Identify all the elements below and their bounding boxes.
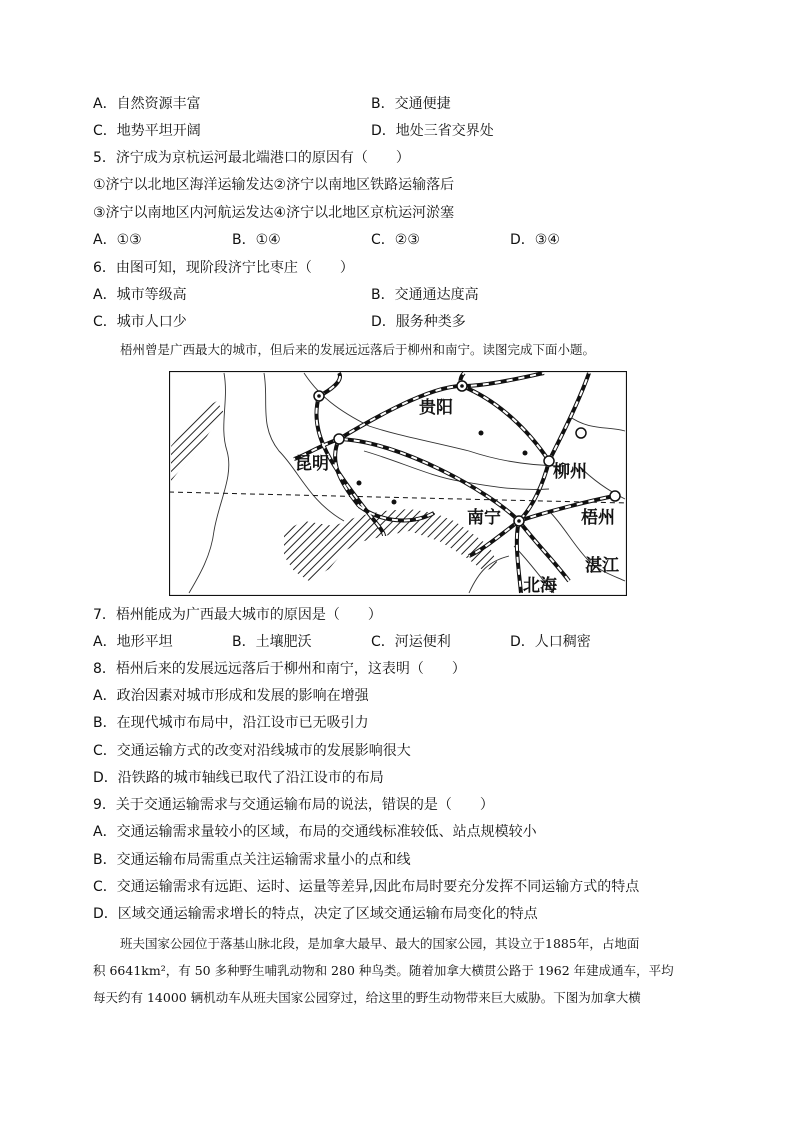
q5-option-c: C．②③: [371, 232, 420, 248]
town-dot: [479, 431, 484, 436]
q5-option-d: D．③④: [510, 232, 560, 248]
q7-option-a: A．地形平坦: [93, 634, 173, 650]
label-wuzhou: 梧州: [581, 508, 615, 528]
q6-option-c: C．城市人口少: [93, 314, 187, 330]
q7-option-d: D．人口稠密: [510, 634, 591, 650]
q5-item-2: ③济宁以南地区内河航运发达④济宁以北地区京杭运河淤塞: [93, 205, 455, 221]
q9-option-a: A．交通运输需求量较小的区域，布局的交通线标准较低、站点规模较小: [93, 824, 537, 840]
q4-option-d: D．地处三省交界处: [371, 123, 494, 139]
q8-option-d: D．沿铁路的城市轴线已取代了沿江设市的布局: [93, 770, 384, 786]
label-zhanjiang: 湛江: [585, 556, 619, 576]
passage-banff-line-3: 每天约有 14000 辆机动车从班夫国家公园穿过，给这里的野生动物带来巨大威胁。下图为加拿大横: [93, 990, 641, 1005]
q8-option-c: C．交通运输方式的改变对沿线城市的发展影响很大: [93, 743, 411, 759]
q4-option-b: B．交通便捷: [371, 96, 451, 112]
q9-option-d: D．区域交通运输需求增长的特点，决定了区域交通运输布局变化的特点: [93, 906, 538, 922]
town-dot: [392, 500, 397, 505]
q9-option-b: B．交通运输布局需重点关注运输需求量小的点和线: [93, 852, 411, 868]
passage-banff-line-2: 积 6641km²，有 50 多种野生哺乳动物和 280 种鸟类。随着加拿大横贯公路于 1962 年建成通车，平均: [93, 963, 674, 978]
q6-option-b: B．交通通达度高: [371, 287, 479, 303]
q5-option-b: B．①④: [232, 232, 281, 248]
passage-banff-line-1: 班夫国家公园位于落基山脉北段，是加拿大最早、最大的国家公园，其设立于1885年，占地面: [120, 936, 640, 951]
wuzhou-marker: [610, 491, 620, 501]
label-liuzhou: 柳州: [553, 462, 587, 482]
kunming-marker: [334, 434, 344, 444]
q7-option-b: B．土壤肥沃: [232, 634, 312, 650]
label-kunming: 昆明: [295, 454, 329, 474]
q8-option-b: B．在现代城市布局中，沿江设市已无吸引力: [93, 715, 369, 731]
town-dot: [357, 481, 362, 486]
q5-stem: 5．济宁成为京杭运河最北端港口的原因有（ ）: [93, 150, 410, 166]
q6-stem: 6．由图可知，现阶段济宁比枣庄（ ）: [93, 260, 354, 276]
passage-wuzhou: 梧州曾是广西最大的城市，但后来的发展远远落后于柳州和南宁。读图完成下面小题。: [120, 342, 596, 357]
q8-option-a: A．政治因素对城市形成和发展的影响在增强: [93, 688, 369, 704]
q4-option-a: A．自然资源丰富: [93, 96, 201, 112]
q5-option-a: A．①③: [93, 232, 142, 248]
q4-option-c: C．地势平坦开阔: [93, 123, 201, 139]
label-guiyang: 贵阳: [419, 398, 453, 418]
q9-stem: 9．关于交通运输需求与交通运输布局的说法，错误的是（ ）: [93, 797, 494, 813]
label-beihai: 北海: [523, 576, 557, 596]
q9-option-c: C．交通运输需求有远距、运时、运量等差异,因此布局时要充分发挥不同运输方式的特点: [93, 879, 640, 895]
railway-map: [169, 371, 627, 596]
town-marker: [576, 428, 586, 438]
town-dot: [523, 451, 528, 456]
q6-option-a: A．城市等级高: [93, 287, 187, 303]
q6-option-d: D．服务种类多: [371, 314, 466, 330]
q8-stem: 8．梧州后来的发展远远落后于柳州和南宁，这表明（ ）: [93, 661, 466, 677]
label-nanning: 南宁: [467, 508, 501, 528]
q7-option-c: C．河运便利: [371, 634, 451, 650]
q5-item-1: ①济宁以北地区海洋运输发达②济宁以南地区铁路运输落后: [93, 177, 455, 193]
q7-stem: 7．梧州能成为广西最大城市的原因是（ ）: [93, 607, 382, 623]
